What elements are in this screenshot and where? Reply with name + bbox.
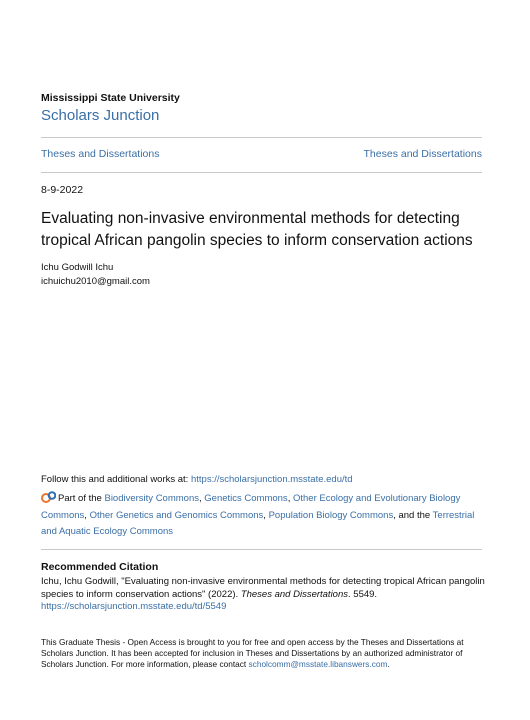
- collection-link-right[interactable]: Theses and Dissertations: [363, 148, 482, 160]
- commons-link-biodiversity[interactable]: Biodiversity Commons: [104, 493, 199, 504]
- citation-heading: Recommended Citation: [41, 561, 159, 573]
- follow-line: [41, 474, 353, 485]
- commons-link-other-genetics[interactable]: Other Genetics and Genomics Commons: [89, 509, 264, 521]
- part-of-paragraph: [41, 491, 482, 541]
- separator: ,: [287, 493, 293, 504]
- follow-label: Follow this and additional works at:: [41, 474, 191, 485]
- divider-middle: [41, 172, 482, 173]
- part-of-prefix: Part of the: [58, 493, 105, 504]
- citation-url-link[interactable]: https://scholarsjunction.msstate.edu/td/5549: [41, 601, 227, 612]
- follow-url-link[interactable]: https://scholarsjunction.msstate.edu/td: [190, 474, 353, 485]
- separator: ,: [263, 509, 269, 521]
- separator: ,: [198, 493, 205, 504]
- collection-link-left[interactable]: Theses and Dissertations: [41, 148, 160, 160]
- divider-top: [41, 137, 482, 138]
- cover-page: [41, 0, 485, 720]
- notice-text: This Graduate Thesis - Open Access is brought to you for free and open access by the Theses and Dissertations at Scholars Junction. It has been accepted for inclusion in Theses and Dissertations by an authorized administrator of Scholars Junction. For more information, please contact: [41, 637, 464, 669]
- thesis-title: Evaluating non-invasive environmental methods for detecting tropical African pangolin species to inform conservation actions: [41, 210, 473, 249]
- author-email: ichuichu2010@gmail.com: [41, 276, 150, 287]
- citation-text: Ichu, Ichu Godwill, "Evaluating non-invasive environmental methods for detecting tropical African pangolin species to inform conservation actions" (2022).: [41, 576, 485, 600]
- network-commons-icon: [41, 491, 56, 503]
- repository-link[interactable]: Scholars Junction: [41, 107, 160, 124]
- notice-end: .: [387, 658, 390, 669]
- access-notice: [41, 637, 486, 669]
- commons-link-other-ecology[interactable]: Other Ecology and Evolutionary Biology Commons: [41, 493, 461, 521]
- citation-series: Theses and Dissertations: [240, 588, 349, 600]
- citation-body: [41, 576, 486, 614]
- author-name: Ichu Godwill Ichu: [41, 262, 114, 273]
- divider-bottom: [41, 549, 482, 550]
- separator: ,: [84, 509, 90, 521]
- collection-row: [41, 148, 482, 160]
- contact-email-link[interactable]: scholcomm@msstate.libanswers.com: [248, 658, 388, 669]
- commons-link-population-biology[interactable]: Population Biology Commons: [268, 509, 394, 521]
- publication-date: 8-9-2022: [41, 184, 84, 196]
- commons-link-terrestrial-aquatic[interactable]: Terrestrial and Aquatic Ecology Commons: [41, 509, 475, 537]
- citation-number: . 5549.: [348, 588, 378, 600]
- university-name: Mississippi State University: [41, 92, 180, 104]
- commons-link-genetics[interactable]: Genetics Commons: [204, 493, 288, 504]
- and-the-text: , and the: [393, 509, 433, 521]
